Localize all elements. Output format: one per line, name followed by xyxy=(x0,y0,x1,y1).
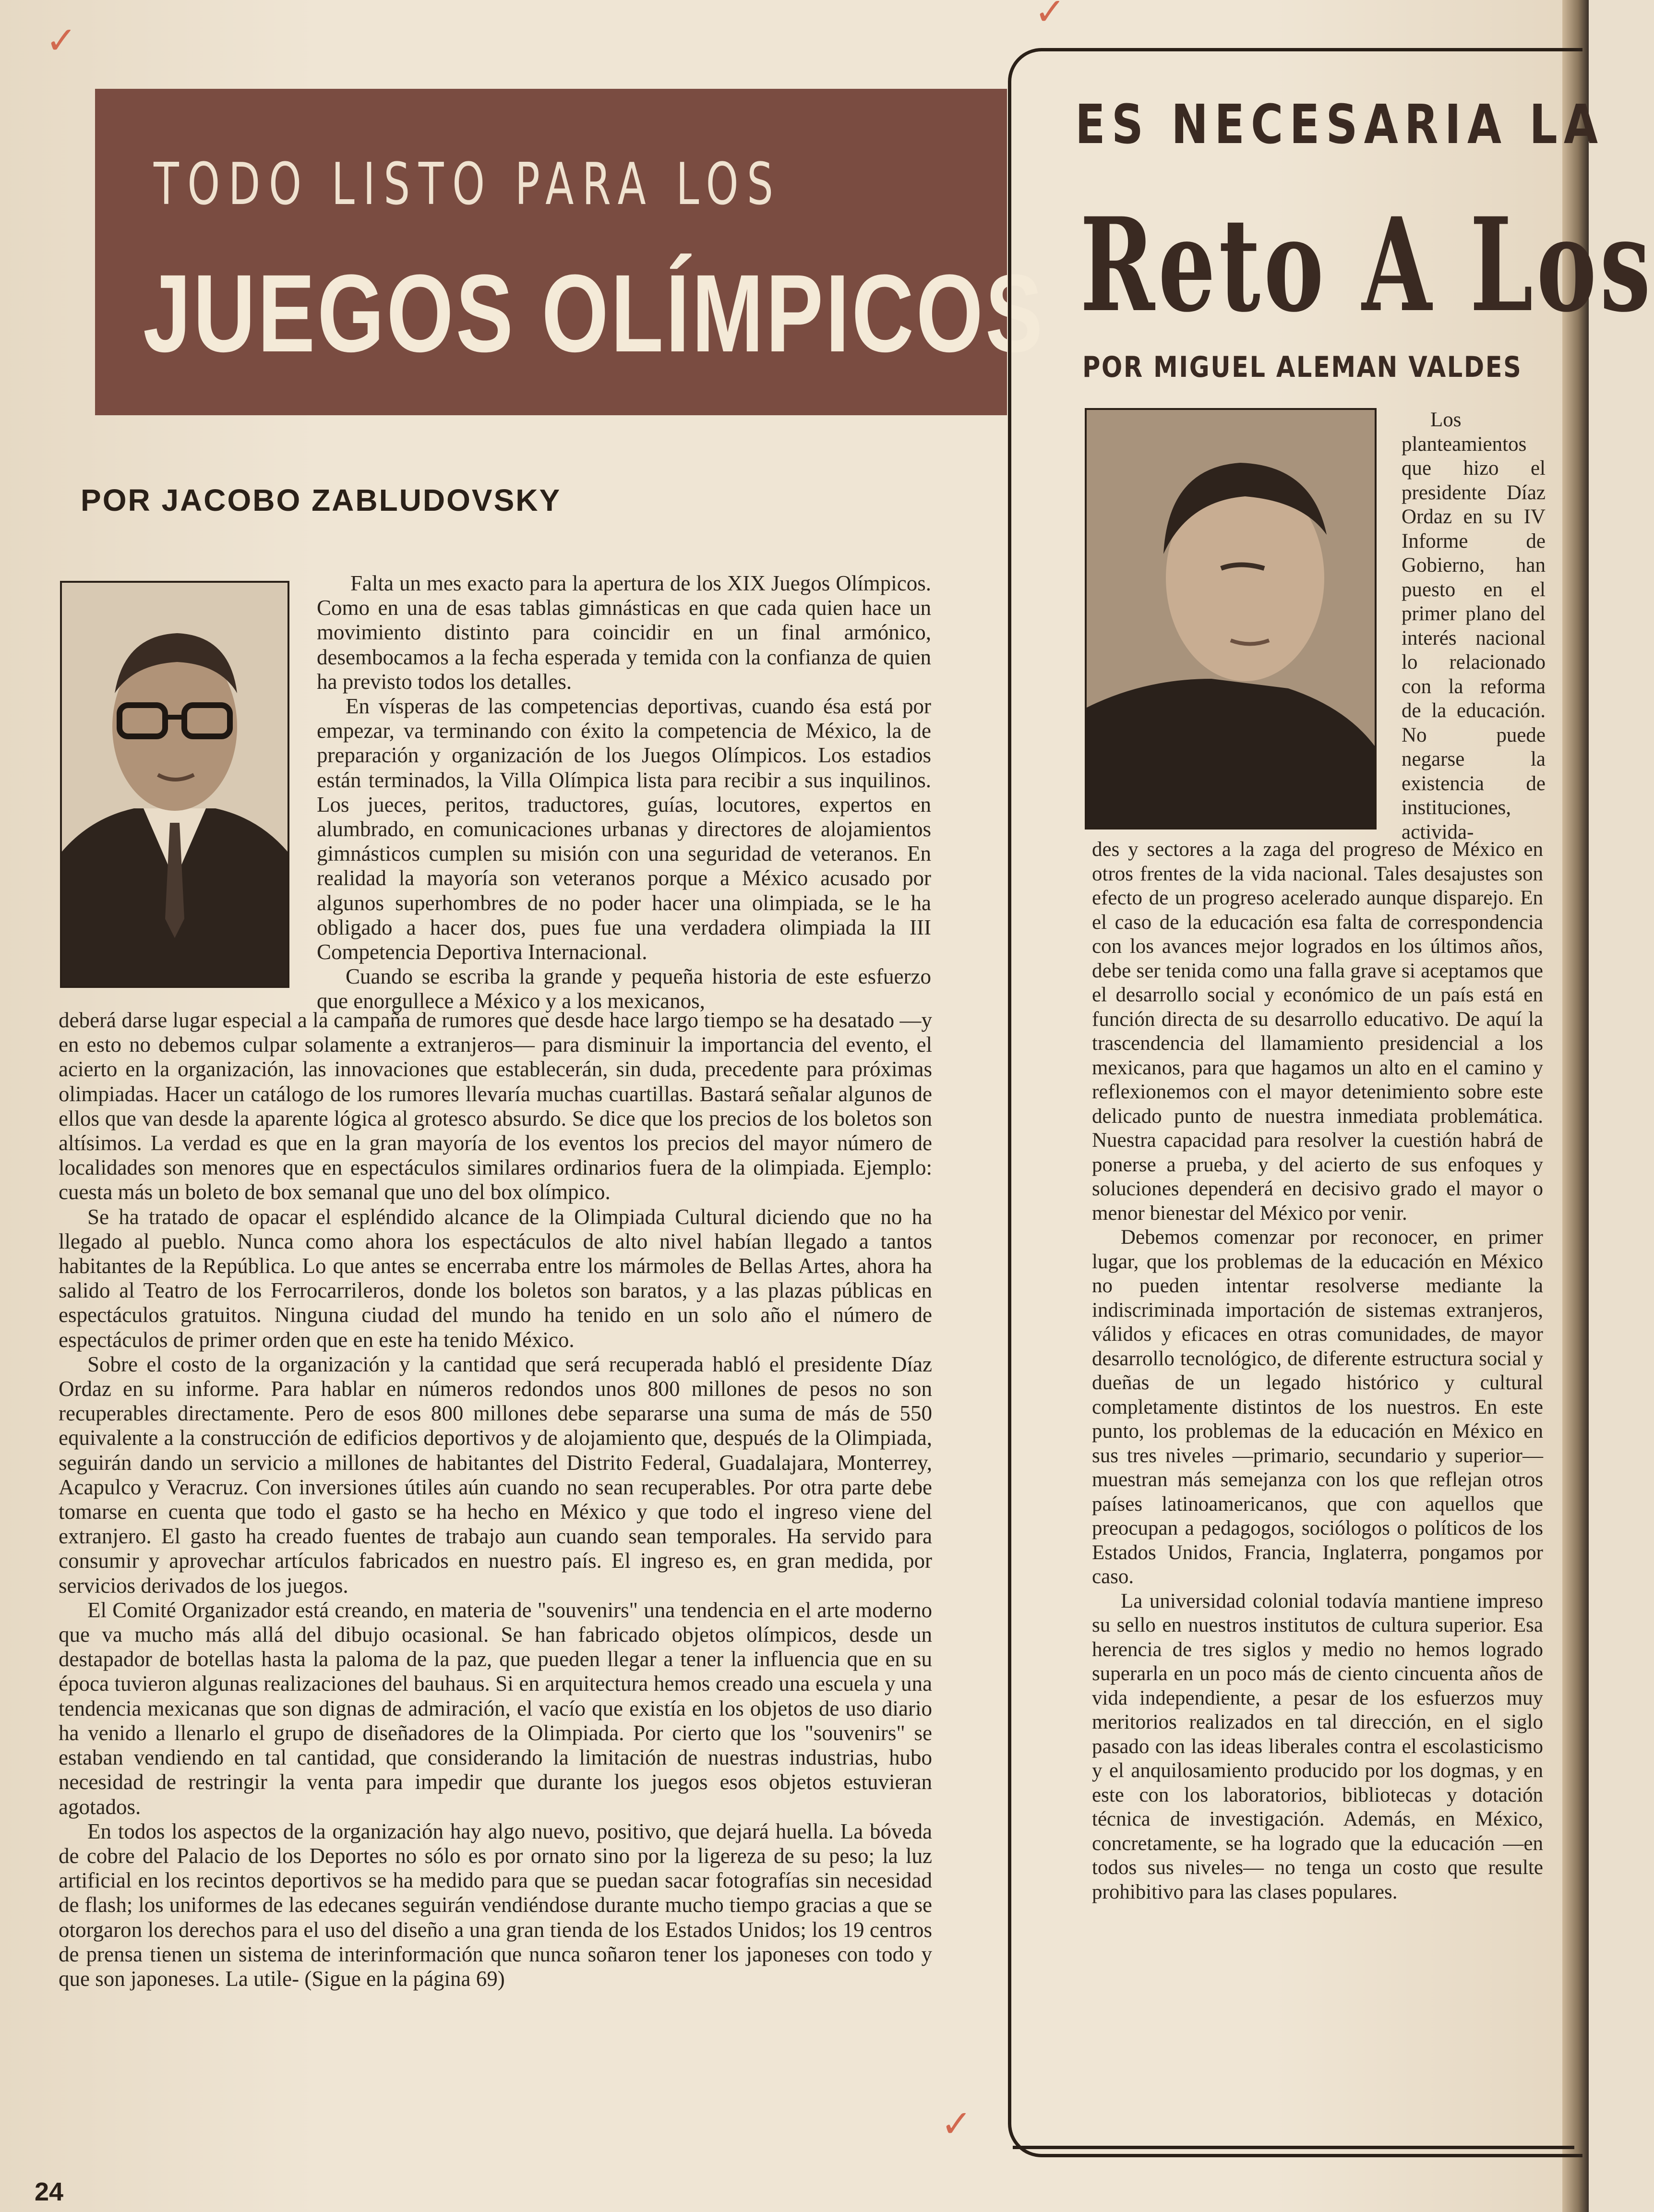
checkmark-icon: ✓ xyxy=(46,19,77,62)
checkmark-icon: ✓ xyxy=(941,2103,972,2146)
right-article-column-body xyxy=(1092,838,1543,1904)
paragraph: deberá darse lugar especial a la campaña de rumores que desde hace largo tiempo se ha desatado —y en esto no debemos culpar solamente a extranjeros— para disminuir la importancia del evento, el acierto en la organización, las innovaciones que establecerán, sin duda, precedente para próximas olimpiadas. Hacer un catálogo de los rumores llevaría muchas cuartillas. Bastará señalar algunos de ellos que van desde la aparente lógica al grotesco absurdo. Se dice que los precios de los boletos son altísimos. La verdad es que en la gran mayoría de los eventos los precios del mayor número de localidades son menores que en espectáculos similares ordinarios fuera de la olimpiada. Ejemplo: cuesta más un boleto de box semanal que uno del box olímpico. xyxy=(59,1008,932,1204)
left-article-column-body xyxy=(59,1008,932,1991)
right-article-kicker: ES NECESARIA LA xyxy=(1075,94,1605,156)
author-portrait-photo xyxy=(1085,408,1377,830)
paragraph: Debemos comenzar por reconocer, en primer lugar, que los problemas de la educación en México no pueden intentar resolverse mediante la indiscriminada importación de sistemas extranjeros, válidos y eficaces en otras comunidades, de mayor desarrollo tecnológico, de diferente estructura social y dueñas de un legado histórico y cultural completamente distintos de los nuestros. En este punto, los problemas de la educación en México en sus tres niveles —primario, secundario y superior— muestran más semejanza con los que reflejan otros países latinoamericanos, que con aquellos que preocupan a pedagogos, sociólogos o políticos de los Estados Unidos, Francia, Inglaterra, pongamos por caso. xyxy=(1092,1226,1543,1588)
left-article-headline: JUEGOS OLÍMPICOS xyxy=(143,252,1045,375)
paragraph: En vísperas de las competencias deportivas, cuando ésa está por empezar, va terminando con éxito la competencia de México, la de preparación y organización de los Juegos Olímpicos. Los estadios están terminados, la Villa Olímpica lista para recibir a sus inquilinos. Los jueces, peritos, traductores, guías, locutores, expertos en alumbrado, en comunicaciones urbanas y directores de alojamientos gimnásticos cumplen su misión con una seguridad de veteranos. En realidad la mayoría son veteranos porque a México acusado por algunos superhombres de no poder hacer una olimpiada, se le ha obligado a hacer dos, pues fue una verdadera olimpiada la III Competencia Deportiva Internacional. xyxy=(317,694,931,964)
right-article-headline: Reto A Los xyxy=(1080,190,1654,341)
paragraph: Los planteamientos que hizo el presidente Díaz Ordaz en su IV Informe de Gobierno, han puesto en el primer plano del interés nacional lo relacionado con la reforma de la educación. No puede negarse la existencia de instituciones, activida- xyxy=(1402,409,1546,843)
paragraph: Se ha tratado de opacar el espléndido alcance de la Olimpiada Cultural diciendo que no ha llegado al pueblo. Nunca como ahora los espectáculos de alto nivel habían llegado a tantos habitantes de la República. Lo que antes se encerraba entre los mármoles de Bellas Artes, ahora ha salido al Teatro de los Ferrocarrileros, donde los boletos son baratos, y a las plazas públicas en espectáculos gratuitos. Ninguna ciudad del mundo ha tenido en un solo año el número de espectáculos de primer orden que en este ha tenido México. xyxy=(59,1204,932,1352)
paragraph: Sobre el costo de la organización y la cantidad que será recuperada habló el presidente Díaz Ordaz en su informe. Para hablar en números redondos unos 800 millones de pesos no son recuperables directamente. Pero de esos 800 millones debe separarse una suma de más de 550 equivalente a la construcción de edificios deportivos y de alojamiento que, después de la Olimpiada, seguirán dando un servicio a millones de habitantes del Distrito Federal, Guadalajara, Monterrey, Acapulco y Veracruz. Con inversiones útiles aún cuando no sean recuperables. Por otra parte debe tomarse en cuenta que todo el gasto se ha hecho en México y que todo el ingreso viene del extranjero. El gasto ha creado fuentes de trabajo aun cuando sean temporales. Ha servido para consumir y aprovechar artículos fabricados en nuestro país. El ingreso es, en gran medida, por servicios derivados de los juegos. xyxy=(59,1352,932,1598)
paragraph: des y sectores a la zaga del progreso de México en otros frentes de la vida nacional. Tales desajustes son efecto de un progreso acelerado aunque disparejo. En el caso de la educación esa falta de correspondencia con los avances mejor logrados en los últimos años, debe ser tenida como una falla grave si aceptamos que el desarrollo social y económico de un país está en función directa de su desarrollo educativo. De aquí la trascendencia del llamamiento presidencial a los mexicanos, para que hagamos un alto en el camino y reflexionemos con el mayor detenimiento sobre este delicado punto de nuestra inmediata problemática. Nuestra capacidad para resolver la cuestión habrá de ponerse a prueba, y del acierto de sus enfoques y soluciones dependerá en decisivo grado el mayor o menor bienestar del México por venir. xyxy=(1092,838,1543,1225)
left-article-kicker: TODO LISTO PARA LOS xyxy=(154,151,782,218)
paragraph: Cuando se escriba la grande y pequeña historia de este esfuerzo que enorgullece a México y a los mexicanos, xyxy=(317,964,931,1013)
right-article-byline: POR MIGUEL ALEMAN VALDES xyxy=(1082,350,1522,384)
paragraph: El Comité Organizador está creando, en materia de "souvenirs" una tendencia en el arte moderno que va mucho más allá del dibujo ocasional. Se han fabricado objetos olímpicos, desde un destapador de botellas hasta la paloma de la paz, que pueden llegar a tener la influencia que en su época tuvieron algunas realizaciones del bauhaus. Si en arquitectura hemos creado una escuela y una tendencia mexicanas que son dignas de admiración, el vacío que existía en los objetos de uso diario ha venido a llenarlo el grupo de diseñadores de la Olimpiada. Por cierto que los "souvenirs" se estaban vendiendo en tal cantidad, que considerando la limitación de nuestras industrias, hubo necesidad de restringir la venta para impedir que durante los juegos esos objetos estuvieran agotados. xyxy=(59,1598,932,1819)
author-portrait-photo xyxy=(60,581,289,988)
page-number: 24 xyxy=(35,2177,64,2206)
checkmark-icon: ✓ xyxy=(1034,0,1066,34)
left-article-byline: POR JACOBO ZABLUDOVSKY xyxy=(81,483,562,517)
paragraph: La universidad colonial todavía mantiene impreso su sello en nuestros institutos de cultura superior. Esa herencia de tres siglos y medio no hemos logrado superarla en un poco más de ciento cincuenta años de vida independiente, a pesar de los esfuerzos muy meritorios realizados en tal dirección, en el siglo pasado con las ideas liberales contra el escolasticismo y el anquilosamiento producido por los dogmas, y en este con los laboratorios, bibliotecas y dotación técnica de investigación. Además, en México, concretamente, se ha logrado que la educación —en todos sus niveles— no tenga un costo que resulte prohibitivo para las clases populares. xyxy=(1092,1589,1543,1903)
left-article-column-top xyxy=(317,571,931,1014)
right-article-column-top xyxy=(1402,408,1546,844)
paragraph: En todos los aspectos de la organización hay algo nuevo, positivo, que dejará huella. La bóveda de cobre del Palacio de los Deportes no sólo es por ornato sino por la ligereza de su peso; la luz artificial en los recintos deportivos se ha medido para que se puedan sacar fotografías sin necesidad de flash; los uniformes de las edecanes seguirán vendiéndose durante mucho tiempo gracias a que se otorgaron los derechos para el uso del diseño a una gran tienda de los Estados Unidos; los 19 centros de prensa tienen un sistema de interinformación que nunca soñaron tener los japoneses con todo y que son japoneses. La utile- (Sigue en la página 69) xyxy=(59,1819,932,1991)
paragraph: Falta un mes exacto para la apertura de los XIX Juegos Olímpicos. Como en una de esas tablas gimnásticas en que cada quien hace un movimiento distinto para coincidir en un final armónico, desembocamos a la fecha esperada y temida con la confianza de quien ha previsto todos los detalles. xyxy=(317,571,931,694)
frame-bottom-rule xyxy=(1013,2146,1574,2149)
